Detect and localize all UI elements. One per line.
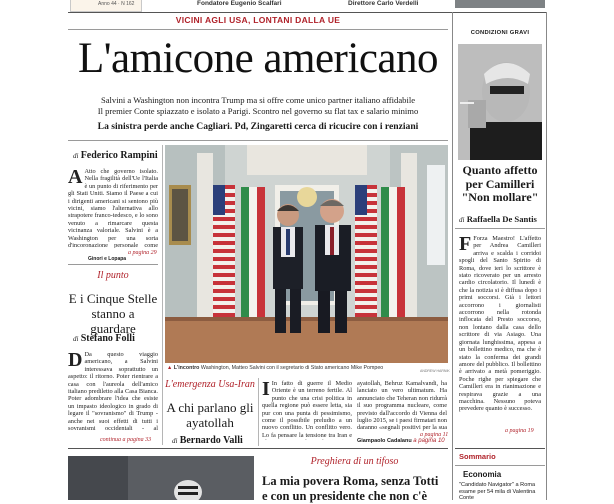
summary-section: Economia: [463, 470, 502, 479]
sidebar-byline-prefix: di: [459, 216, 465, 224]
bottom-headline: La mia povera Roma, senza Totti e con un presidente che non c'è: [262, 474, 439, 503]
article3-text-col1: [262, 380, 352, 440]
article1-byline-prefix: di: [73, 152, 79, 160]
article1-refs: [88, 256, 126, 262]
lead-deck-2: Il premier Conte spiazzato e isolato a Parigi. Scontro nel governo su flat tax e salario minimo: [97, 106, 419, 116]
masthead-strip: [0, 0, 614, 12]
article3-ref2-name: Giampaolo Cadalanu: [357, 438, 412, 444]
lead-subheadline: La sinistra perde anche Cagliari. Pd, Zingaretti cerca di ricucire con i renziani: [97, 121, 419, 132]
article2-text: [68, 351, 158, 431]
article2-cont: continua a pagina 33: [100, 437, 152, 443]
sidebar-headline: Quanto affetto per Camilleri "Non mollare": [461, 163, 539, 204]
sidebar-dropcap: F: [459, 235, 472, 255]
sidebar-section: CONDIZIONI GRAVI: [470, 30, 530, 36]
sidebar-body: Forza Maestro! L'affetto per Andrea Camilleri arriva e scalda i corridoi spogli del Santo Spirito di Roma, dove ieri lo scrittore è stato ricoverato per un arresto cardio circolatorio. Il lunedì è che la notizia si è diffusa dopo i primi soccorsi. Già i lettori accorrono i giornalisti accorrono nella rotonda inflocata del Presto soccorso, non lontano dalla casa dello scrittore di via Asiago. Una giornata lunghissima, appesa a un bollettino medico, ma che è stato la conferma dei grandi amore del pubblico. Il bollettino è arrivato a metà pomeriggio. Poche righe per spiegare che Camilleri era in rianimazione e respirava grazie a una macchina. Nessuno poteva prevedere quanto è successo.: [459, 235, 541, 413]
article2-kicker: Il punto: [97, 270, 129, 281]
article1-dropcap: A: [68, 168, 83, 188]
bottom-kicker: Preghiera di un tifoso: [310, 456, 399, 467]
article3-body-2: ayatollah, Behruz Kamalvandi, ha lanciato un vero ultimatum. Ha annunciato che Teheran non ridurrà il suo programma nucleare, come previsto dall'accordo di Vienna del luglio 2015, se i paesi firmatari non daranno «segnali positivi per la sua: [357, 380, 447, 432]
lead-photo: [165, 145, 448, 363]
article3-text-col2: [357, 380, 447, 432]
lead-kicker: VICINI AGLI USA, LONTANI DALLA UE: [175, 15, 341, 25]
article1-text: [68, 168, 158, 248]
camilleri-photo: [458, 44, 542, 160]
photo-caption-label: L'incontro: [173, 365, 200, 371]
article3-headline: A chi parlano gli ayatollah: [166, 400, 254, 430]
summary-item-text: "Candidato Navigator" a Roma esame per 54 mila di Valentina Conte: [459, 482, 536, 500]
sidebar-byline: [459, 214, 537, 224]
photo-credit: ANDREW HARNIK: [420, 369, 450, 373]
article3-ref2: [357, 438, 445, 444]
article3-kicker: L'emergenza Usa-Iran: [165, 379, 255, 390]
article2-headline: E i Cinque Stelle stanno a guardare: [68, 291, 158, 336]
lead-deck-1: Salvini a Washington non incontra Trump ma si offre come unico partner italiano affidabile: [100, 95, 416, 105]
sidebar-author: Raffaella De Santis: [466, 214, 537, 224]
article3-byline: [172, 435, 243, 446]
masthead-right-block: [455, 0, 545, 8]
article3-author: Bernardo Valli: [179, 435, 243, 446]
article1-byline: [73, 150, 158, 161]
article3-body-1: In fatto di guerre il Medio Oriente è un terreno fertile. Al punto che una crisi politica in quella regione può essere letta, sia pur con una punta di pessimismo, come il possibile preludio a un nuovo conflitto. Un conflitto vero. Lo fa pensare la tensione tra Iran e: [262, 380, 352, 439]
article3-dropcap: I: [262, 380, 270, 400]
lead-headline: L'amicone americano: [78, 35, 438, 82]
masthead-founder: Fondatore Eugenio Scalfari: [197, 0, 282, 7]
article3-ref1: a pagina 11: [420, 432, 449, 438]
article2-byline-prefix: di: [73, 335, 79, 343]
masthead-date-issue: Anno 44 · N 162: [98, 1, 135, 7]
photo-illustration: [165, 145, 448, 363]
article1-author: Federico Rampini: [80, 150, 158, 161]
camilleri-illustration: [458, 44, 542, 160]
masthead-director: Direttore Carlo Verdelli: [348, 0, 419, 7]
article1-body: Atto che governo isolato. Nella fragilità dell'Ue l'Italia è un punto di riferimento per gli Stati Uniti. Siamo il Paese a cui i dirigenti americani si sentono più vicini, siamo l'alternativa allo strapotere franco-tedesco, e lo sono venuto a rimarcare questa vicinanza valoriale. Salvini è a Washington per una sorta d'incoronazione personale come: [68, 168, 158, 248]
article2-dropcap: D: [68, 351, 83, 371]
article3-ref2-page: a pagina 10: [413, 438, 445, 444]
bottom-photo: [68, 456, 254, 500]
bottom-illustration: [68, 456, 254, 500]
sidebar-cont: a pagina 19: [505, 428, 534, 434]
article1-refs-names: Ginori e Lopapa: [88, 256, 127, 262]
photo-caption-text: Washington, Matteo Salvini con il segretario di Stato americano Mike Pompeo: [200, 365, 384, 371]
summary-label: Sommario: [459, 452, 496, 461]
photo-caption: ▲ L'incontro Washington, Matteo Salvini con il segretario di Stato americano Mike Pompeo: [167, 365, 384, 371]
summary-item: [459, 482, 543, 500]
article3-byline-prefix: di: [172, 437, 178, 445]
article2-body: Da questo viaggio americano, a Salvini interessava soprattutto un aspetto: il ritorno. Poter rientrare a casa con l'aureola dell'amico italiano prediletto alla Casa Bianca. Poter adombrare l'idea che esiste un impasto ideologico in grado di legare il "sovranismo" di Trump - anche nei suoi effetti di tutti i sovranismi occidentali - al: [68, 351, 158, 431]
article2-author: Stefano Folli: [80, 333, 135, 344]
sidebar-text: [459, 235, 541, 427]
article2-byline: [73, 333, 135, 344]
article1-cont: a pagina 29: [128, 250, 157, 256]
